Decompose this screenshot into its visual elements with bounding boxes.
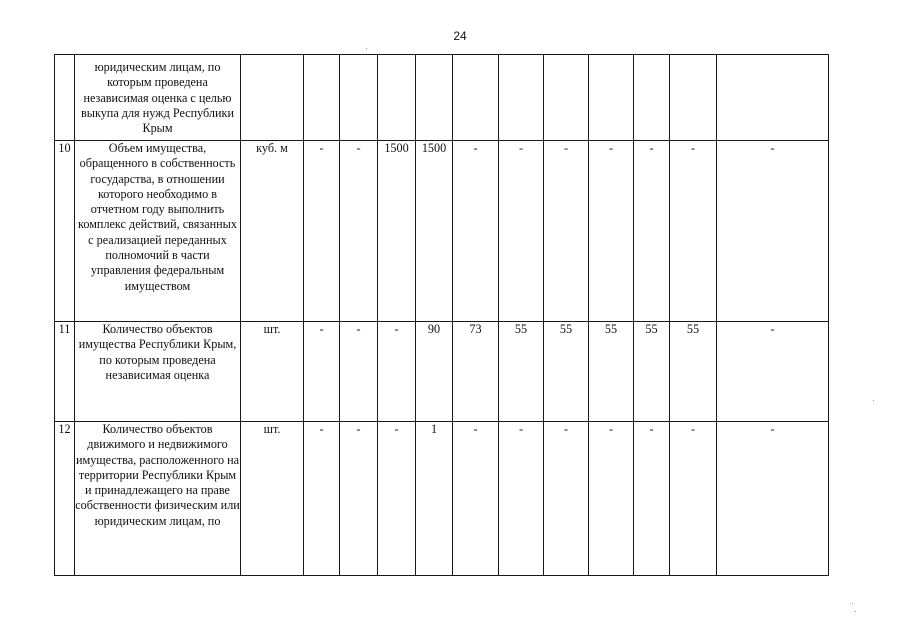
table-row (55, 422, 829, 576)
row-number-cell (55, 55, 75, 141)
value-cell: - (340, 322, 378, 422)
value-cell: 55 (634, 322, 670, 422)
value-cell (304, 55, 340, 141)
value-cell: - (453, 141, 499, 322)
value-cell (499, 55, 544, 141)
value-cell: - (499, 422, 544, 576)
unit-cell: шт. (241, 422, 304, 576)
indicator-name-cell: Количество объектов имущества Республики Крым, по которым проведена независимая оценка (75, 322, 241, 422)
value-cell (717, 55, 829, 141)
value-cell: - (670, 141, 717, 322)
unit-cell: шт. (241, 322, 304, 422)
scan-speck (855, 611, 856, 612)
value-cell: - (544, 422, 589, 576)
value-cell: - (304, 141, 340, 322)
value-cell: - (544, 141, 589, 322)
indicator-name-cell: Количество объектов движимого и недвижимого имущества, расположенного на территории Республики Крым и принадлежащего на праве собственности физическим или юридическим лицам, по (75, 422, 241, 576)
value-cell: 55 (589, 322, 634, 422)
row-number-cell: 10 (55, 141, 75, 322)
page-number: 24 (453, 29, 467, 43)
unit-cell: куб. м (241, 141, 304, 322)
value-cell: - (589, 141, 634, 322)
value-cell: - (634, 422, 670, 576)
table-row (55, 322, 829, 422)
unit-cell (241, 55, 304, 141)
value-cell: 55 (499, 322, 544, 422)
indicator-name-cell: юридическим лицам, по которым проведена независимая оценка с целью выкупа для нужд Республики Крым (75, 55, 241, 141)
indicator-name-cell: Объем имущества, обращенного в собственность государства, в отношении которого необходимо в отчетном году выполнить комплекс действий, связанных с реализацией переданных полномочий в части управления федеральным имуществом (75, 141, 241, 322)
value-cell (634, 55, 670, 141)
value-cell: 73 (453, 322, 499, 422)
value-cell: 1500 (378, 141, 416, 322)
value-cell: 55 (544, 322, 589, 422)
value-cell: - (589, 422, 634, 576)
value-cell (340, 55, 378, 141)
value-cell: - (499, 141, 544, 322)
value-cell: 90 (416, 322, 453, 422)
scan-speck (366, 48, 367, 49)
value-cell (416, 55, 453, 141)
value-cell: 1500 (416, 141, 453, 322)
row-number-cell: 11 (55, 322, 75, 422)
scan-speck (873, 400, 874, 401)
value-cell: - (340, 422, 378, 576)
value-cell: - (453, 422, 499, 576)
table-row (55, 55, 829, 141)
value-cell: - (304, 422, 340, 576)
data-table (54, 54, 829, 576)
value-cell: - (634, 141, 670, 322)
value-cell: 1 (416, 422, 453, 576)
value-cell (453, 55, 499, 141)
value-cell: - (717, 141, 829, 322)
value-cell (378, 55, 416, 141)
value-cell: 55 (670, 322, 717, 422)
row-number-cell: 12 (55, 422, 75, 576)
value-cell: - (304, 322, 340, 422)
value-cell: - (340, 141, 378, 322)
value-cell: - (378, 322, 416, 422)
table-row (55, 141, 829, 322)
value-cell (670, 55, 717, 141)
value-cell: - (378, 422, 416, 576)
value-cell: - (717, 322, 829, 422)
value-cell (544, 55, 589, 141)
value-cell: - (717, 422, 829, 576)
value-cell: - (670, 422, 717, 576)
scan-speck (852, 603, 853, 604)
value-cell (589, 55, 634, 141)
